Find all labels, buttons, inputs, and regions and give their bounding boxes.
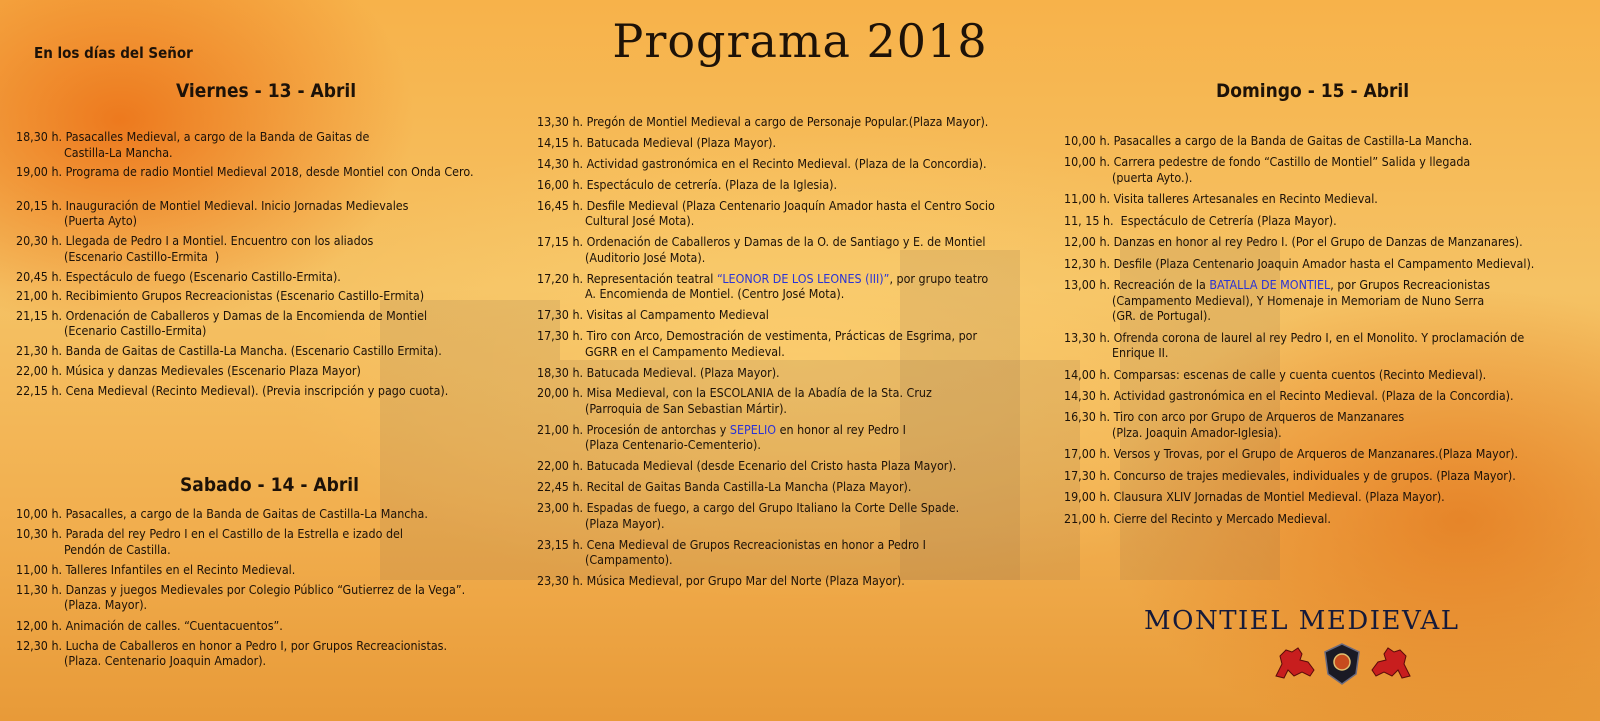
day-heading-sunday: Domingo - 15 - Abril <box>1216 80 1410 102</box>
schedule-event <box>1064 154 1470 185</box>
schedule-event <box>537 422 906 453</box>
schedule-event <box>1064 367 1486 383</box>
event-text: 13,00 h. Recreación de la <box>1064 277 1210 292</box>
event-text: 20,45 h. Espectáculo de fuego (Escenario Castillo-Ermita). <box>16 268 341 284</box>
event-text: 12,00 h. Animación de calles. “Cuentacuentos”. <box>16 617 283 633</box>
schedule-event <box>1064 256 1534 272</box>
event-text: 14,15 h. Batucada Medieval (Plaza Mayor). <box>537 134 777 150</box>
lion-left-icon <box>1272 642 1320 682</box>
event-text: 17,15 h. Ordenación de Caballeros y Damas de la O. de Santiago y E. de Montiel <box>537 234 986 250</box>
event-continuation: Pendón de Castilla. <box>64 541 171 557</box>
schedule-event <box>16 363 361 379</box>
schedule-event <box>16 269 341 285</box>
event-text: 11,00 h. Visita talleres Artesanales en Recinto Medieval. <box>1064 191 1378 207</box>
event-text: 23,00 h. Espadas de fuego, a cargo del Grupo Italiano la Corte Delle Spade. <box>537 500 960 516</box>
event-text: 19,00 h. Clausura XLIV Jornadas de Montiel Medieval. (Plaza Mayor). <box>1064 489 1445 505</box>
event-highlight: SEPELIO <box>729 421 777 437</box>
event-text: 12,30 h. Desfile (Plaza Centenario Joaquin Amador hasta el Campamento Medieval). <box>1064 255 1535 271</box>
event-text: 13,30 h. Ofrenda corona de laurel al rey Pedro I, en el Monolito. Y proclamación de <box>1064 329 1525 345</box>
castle-tower-left <box>380 300 560 580</box>
schedule-event <box>537 458 956 474</box>
schedule-event <box>1064 234 1523 250</box>
schedule-event <box>1064 277 1490 324</box>
lion-right-icon <box>1366 642 1414 682</box>
schedule-event <box>1064 133 1472 149</box>
event-text: 14,00 h. Comparsas: escenas de calle y cuenta cuentos (Recinto Medieval). <box>1064 366 1487 382</box>
schedule-event <box>16 233 373 264</box>
event-text: 18,30 h. Batucada Medieval. (Plaza Mayor). <box>537 364 780 380</box>
event-text: 20,00 h. Misa Medieval, con la ESCOLANIA de la Abadía de la Sta. Cruz <box>537 385 932 401</box>
schedule-event <box>16 164 473 180</box>
event-text: 10,30 h. Parada del rey Pedro I en el Castillo de la Estrella e izado del <box>16 526 403 542</box>
event-text: en honor al rey Pedro I <box>776 421 906 437</box>
event-text: 17,00 h. Versos y Trovas, por el Grupo de Arqueros de Manzanares.(Plaza Mayor). <box>1064 446 1519 462</box>
schedule-event <box>537 307 769 323</box>
event-continuation: (Plza. Joaquin Amador-Iglesia). <box>1112 424 1282 440</box>
event-text: 13,30 h. Pregón de Montiel Medieval a cargo de Personaje Popular.(Plaza Mayor). <box>537 114 989 129</box>
event-text: 20,30 h. Llegada de Pedro I a Montiel. Encuentro con los aliados <box>16 233 374 249</box>
schedule-event <box>537 537 926 568</box>
schedule-event <box>537 177 837 193</box>
shield-crest-icon <box>1322 642 1362 686</box>
event-text: 21,00 h. Cierre del Recinto y Mercado Medieval. <box>1064 510 1331 526</box>
event-text: 23,30 h. Música Medieval, por Grupo Mar del Norte (Plaza Mayor). <box>537 573 905 589</box>
event-text: 16,30 h. Tiro con arco por Grupo de Arqueros de Manzanares <box>1064 409 1405 425</box>
schedule-event <box>537 365 780 381</box>
event-text: 12,30 h. Lucha de Caballeros en honor a Pedro I, por Grupos Recreacionistas. <box>16 637 448 653</box>
event-continuation: Cultural José Mota). <box>585 213 695 229</box>
event-text: 12,00 h. Danzas en honor al rey Pedro I. (Por el Grupo de Danzas de Manzanares). <box>1064 234 1523 250</box>
schedule-event <box>16 638 447 669</box>
event-continuation: A. Encomienda de Montiel. (Centro José Mota). <box>585 286 845 302</box>
schedule-event <box>16 562 295 578</box>
event-text: 19,00 h. Programa de radio Montiel Medieval 2018, desde Montiel con Onda Cero. <box>16 164 474 180</box>
event-continuation: (Puerta Ayto) <box>64 213 138 229</box>
event-text: 10,00 h. Pasacalles, a cargo de la Banda de Gaitas de Castilla-La Mancha. <box>16 506 428 521</box>
event-text: 11,00 h. Talleres Infantiles en el Recinto Medieval. <box>16 561 296 577</box>
event-text: 21,15 h. Ordenación de Caballeros y Damas de la Encomienda de Montiel <box>16 307 428 323</box>
event-text: 11,30 h. Danzas y juegos Medievales por Colegio Público “Gutierrez de la Vega”. <box>16 581 466 597</box>
event-continuation: (Escenario Castillo-Ermita ) <box>64 248 220 264</box>
event-text: 23,15 h. Cena Medieval de Grupos Recreacionistas en honor a Pedro I <box>537 536 926 552</box>
event-highlight: “LEONOR DE LOS LEONES (III)” <box>716 270 890 286</box>
event-continuation: (Plaza. Centenario Joaquin Amador). <box>64 653 267 669</box>
schedule-event <box>1064 468 1516 484</box>
event-highlight: BATALLA DE MONTIEL <box>1209 277 1331 292</box>
schedule-event <box>16 288 424 304</box>
schedule-event <box>16 198 408 229</box>
schedule-event <box>537 500 959 531</box>
schedule-event <box>537 114 988 130</box>
schedule-event <box>1064 511 1331 527</box>
schedule-event <box>16 582 465 613</box>
schedule-event <box>16 129 369 160</box>
event-continuation: (Plaza. Mayor). <box>64 597 148 613</box>
event-continuation: (Plaza Mayor). <box>585 515 665 531</box>
event-text: 20,15 h. Inauguración de Montiel Medieval. Inicio Jornadas Medievales <box>16 197 409 213</box>
event-continuation: Enrique II. <box>1112 345 1169 361</box>
brand-logo-text: MONTIEL MEDIEVAL <box>1144 606 1460 636</box>
event-text: 14,30 h. Actividad gastronómica en el Recinto Medieval. (Plaza de la Concordia). <box>1064 388 1514 403</box>
schedule-event <box>537 385 932 416</box>
schedule-event <box>537 198 995 229</box>
schedule-event <box>16 383 448 399</box>
event-text: 10,00 h. Carrera pedestre de fondo “Castillo de Montiel” Salida y llegada <box>1064 154 1471 170</box>
event-continuation: (Parroquia de San Sebastian Mártir). <box>585 400 787 416</box>
day-heading-friday: Viernes - 13 - Abril <box>176 80 357 102</box>
schedule-event <box>16 526 403 557</box>
event-continuation: Castilla-La Mancha. <box>64 144 173 160</box>
event-text: 17,30 h. Visitas al Campamento Medieval <box>537 307 769 323</box>
event-text: 22,00 h. Música y danzas Medievales (Escenario Plaza Mayor) <box>16 362 361 378</box>
schedule-event <box>1064 409 1404 440</box>
schedule-event <box>537 234 985 265</box>
event-text: 18,30 h. Pasacalles Medieval, a cargo de la Banda de Gaitas de <box>16 129 370 144</box>
page-title: Programa 2018 <box>612 14 988 68</box>
schedule-event <box>537 479 911 495</box>
schedule-event <box>537 573 905 589</box>
event-continuation: GGRR en el Campamento Medieval. <box>585 343 785 359</box>
event-text: 16,00 h. Espectáculo de cetrería. (Plaza de la Iglesia). <box>537 176 838 192</box>
event-text: 21,00 h. Recibimiento Grupos Recreacionistas (Escenario Castillo-Ermita) <box>16 288 425 304</box>
schedule-event <box>16 506 428 522</box>
event-text: 22,15 h. Cena Medieval (Recinto Medieval). (Previa inscripción y pago cuota). <box>16 382 449 398</box>
event-text: , por grupo teatro <box>889 270 989 286</box>
schedule-event <box>537 135 776 151</box>
event-text: 17,30 h. Concurso de trajes medievales, individuales y de grupos. (Plaza Mayor). <box>1064 467 1516 483</box>
event-text: 11, 15 h. Espectáculo de Cetrería (Plaza Mayor). <box>1064 212 1337 228</box>
event-continuation: (Auditorio José Mota). <box>585 249 706 265</box>
event-continuation: (GR. de Portugal). <box>1112 308 1211 324</box>
schedule-event <box>1064 489 1445 505</box>
schedule-event <box>537 271 988 302</box>
schedule-event <box>537 156 987 172</box>
event-text: 17,20 h. Representación teatral <box>537 270 717 286</box>
event-text: 10,00 h. Pasacalles a cargo de la Banda de Gaitas de Castilla-La Mancha. <box>1064 133 1473 148</box>
subtitle: En los días del Señor <box>34 44 193 62</box>
event-text: 16,45 h. Desfile Medieval (Plaza Centenario Joaquín Amador hasta el Centro Socio <box>537 197 995 213</box>
event-text: , por Grupos Recreacionistas <box>1330 277 1491 292</box>
event-continuation: (Plaza Centenario-Cementerio). <box>585 437 761 453</box>
event-text: 22,45 h. Recital de Gaitas Banda Castilla-La Mancha (Plaza Mayor). <box>537 479 912 495</box>
schedule-event <box>537 328 977 359</box>
schedule-event <box>16 618 283 634</box>
event-continuation: (Campamento). <box>585 552 673 568</box>
schedule-event <box>1064 446 1518 462</box>
event-text: 21,00 h. Procesión de antorchas y <box>537 421 730 437</box>
schedule-event <box>1064 191 1378 207</box>
schedule-event <box>1064 330 1524 361</box>
event-continuation: (Ecenario Castillo-Ermita) <box>64 323 207 339</box>
schedule-event <box>16 308 427 339</box>
event-text: 17,30 h. Tiro con Arco, Demostración de vestimenta, Prácticas de Esgrima, por <box>537 328 978 343</box>
event-text: 21,30 h. Banda de Gaitas de Castilla-La Mancha. (Escenario Castillo Ermita). <box>16 343 442 359</box>
event-continuation: (Campamento Medieval), Y Homenaje in Memoriam de Nuno Serra <box>1112 292 1485 308</box>
schedule-event <box>16 343 442 359</box>
schedule-event <box>1064 388 1514 404</box>
schedule-event <box>1064 213 1337 229</box>
event-text: 22,00 h. Batucada Medieval (desde Ecenario del Cristo hasta Plaza Mayor). <box>537 458 957 474</box>
day-heading-saturday: Sabado - 14 - Abril <box>180 474 359 496</box>
event-text: 14,30 h. Actividad gastronómica en el Recinto Medieval. (Plaza de la Concordia). <box>537 155 987 171</box>
event-continuation: (puerta Ayto.). <box>1112 169 1193 185</box>
